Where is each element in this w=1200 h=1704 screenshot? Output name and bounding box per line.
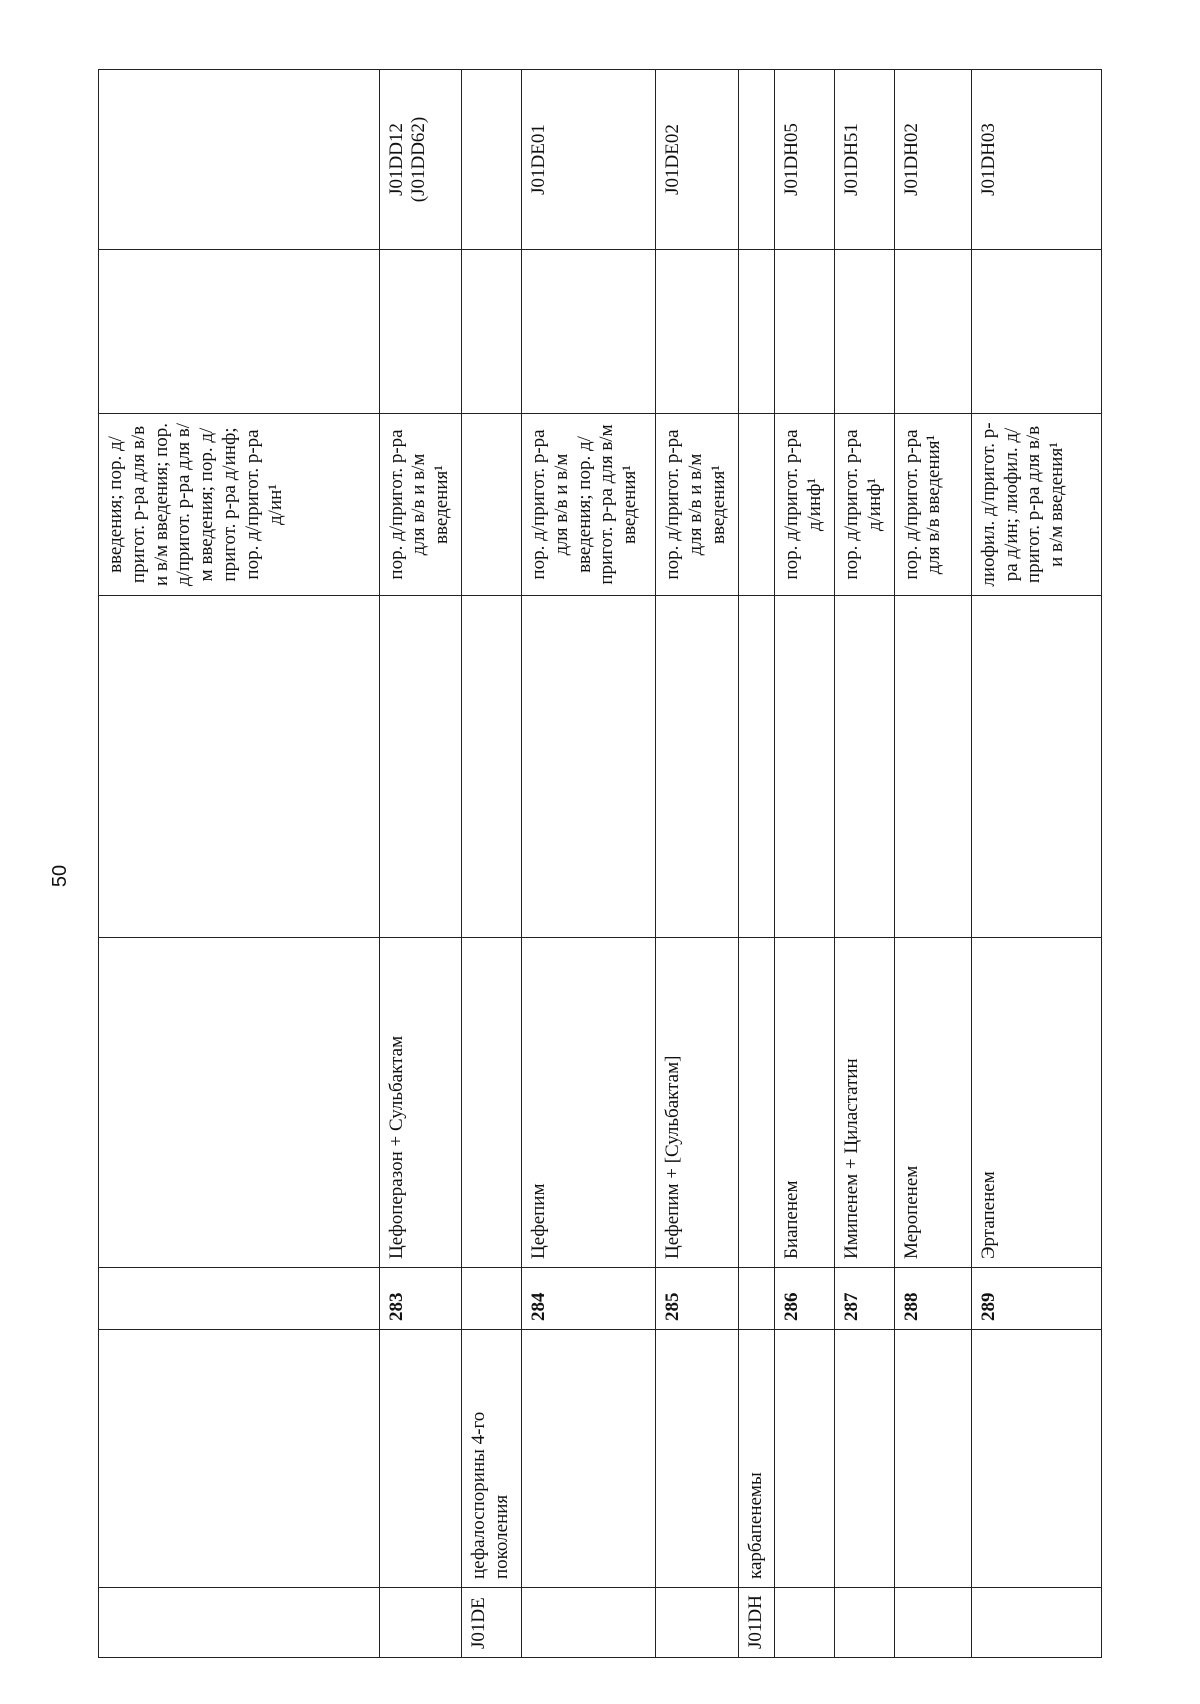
group-name-cell — [656, 1330, 739, 1588]
atc-group-code-cell — [834, 1588, 894, 1658]
dosage-form-cell: пор. д/пригот. р-ра для в/в и в/м введения¹ — [656, 414, 739, 596]
page-number: 50 — [48, 864, 71, 888]
empty-cell — [462, 596, 522, 938]
group-name-cell — [379, 1330, 462, 1588]
drug-name-cell — [99, 938, 380, 1268]
item-number-cell: 288 — [894, 1268, 971, 1330]
atc-code-cell — [738, 70, 774, 250]
dosage-form-cell: пор. д/пригот. р-ра д/инф¹ — [834, 414, 894, 596]
blank-cell — [738, 250, 774, 414]
group-name-cell — [971, 1330, 1101, 1588]
item-number-cell — [738, 1268, 774, 1330]
atc-group-code-cell: J01DH — [738, 1588, 774, 1658]
group-name-cell: цефалоспорины 4-го поколения — [462, 1330, 522, 1588]
atc-group-code-cell: J01DE — [462, 1588, 522, 1658]
item-number-cell: 287 — [834, 1268, 894, 1330]
group-name-cell — [775, 1330, 835, 1588]
blank-cell — [379, 250, 462, 414]
empty-cell — [894, 596, 971, 938]
group-name-cell — [894, 1330, 971, 1588]
dosage-form-cell — [462, 414, 522, 596]
table-row — [99, 70, 380, 1658]
atc-code-cell: J01DH02 — [894, 70, 971, 250]
empty-cell — [521, 596, 655, 938]
drug-name-cell: Эртапенем — [971, 938, 1101, 1268]
empty-cell — [99, 596, 380, 938]
dosage-form-cell: пор. д/пригот. р-ра для в/в и в/м введения¹ — [379, 414, 462, 596]
drug-name-cell: Цефепим — [521, 938, 655, 1268]
blank-cell — [462, 250, 522, 414]
table-row — [775, 70, 835, 1658]
atc-group-code-cell — [971, 1588, 1101, 1658]
empty-cell — [834, 596, 894, 938]
table-row — [971, 70, 1101, 1658]
atc-code-cell: J01DH05 — [775, 70, 835, 250]
group-name-cell — [834, 1330, 894, 1588]
atc-code-cell — [99, 70, 380, 250]
table-row — [521, 70, 655, 1658]
empty-cell — [379, 596, 462, 938]
item-number-cell — [462, 1268, 522, 1330]
empty-cell — [656, 596, 739, 938]
atc-code-cell: J01DD12 (J01DD62) — [379, 70, 462, 250]
atc-code-cell — [462, 70, 522, 250]
drug-name-cell — [738, 938, 774, 1268]
empty-cell — [971, 596, 1101, 938]
atc-code-cell: J01DH03 — [971, 70, 1101, 250]
atc-code-cell: J01DE02 — [656, 70, 739, 250]
group-name-cell — [99, 1330, 380, 1588]
table-row — [834, 70, 894, 1658]
drug-table-wrapper — [98, 70, 1102, 1658]
dosage-form-cell: пор. д/пригот. р-ра для в/в введения¹ — [894, 414, 971, 596]
table-row — [894, 70, 971, 1658]
blank-cell — [656, 250, 739, 414]
item-number-cell: 283 — [379, 1268, 462, 1330]
item-number-cell: 289 — [971, 1268, 1101, 1330]
dosage-form-cell: введения; пор. д/пригот. р-ра для в/в и в/м введения; пор. д/пригот. р-ра для в/м введения; пор. д/пригот. р-ра д/инф; пор. д/пригот. р-ра д/ин¹ — [99, 414, 380, 596]
drug-table — [98, 69, 1102, 1658]
blank-cell — [834, 250, 894, 414]
blank-cell — [894, 250, 971, 414]
drug-name-cell: Биапенем — [775, 938, 835, 1268]
drug-name-cell: Имипенем + Циластатин — [834, 938, 894, 1268]
atc-group-code-cell — [775, 1588, 835, 1658]
table-row — [656, 70, 739, 1658]
drug-name-cell — [462, 938, 522, 1268]
item-number-cell: 286 — [775, 1268, 835, 1330]
dosage-form-cell: лиофил. д/пригот. р-ра д/ин; лиофил. д/пригот. р-ра для в/в и в/м введения¹ — [971, 414, 1101, 596]
atc-group-code-cell — [656, 1588, 739, 1658]
table-row — [738, 70, 774, 1658]
dosage-form-cell: пор. д/пригот. р-ра д/инф¹ — [775, 414, 835, 596]
blank-cell — [775, 250, 835, 414]
item-number-cell: 284 — [521, 1268, 655, 1330]
empty-cell — [738, 596, 774, 938]
atc-group-code-cell — [521, 1588, 655, 1658]
table-row — [379, 70, 462, 1658]
blank-cell — [521, 250, 655, 414]
dosage-form-cell — [738, 414, 774, 596]
blank-cell — [971, 250, 1101, 414]
group-name-cell — [521, 1330, 655, 1588]
atc-group-code-cell — [379, 1588, 462, 1658]
group-name-cell: карбапенемы — [738, 1330, 774, 1588]
atc-code-cell: J01DH51 — [834, 70, 894, 250]
drug-name-cell: Цефоперазон + Сульбактам — [379, 938, 462, 1268]
drug-name-cell: Цефепим + [Сульбактам] — [656, 938, 739, 1268]
item-number-cell: 285 — [656, 1268, 739, 1330]
blank-cell — [99, 250, 380, 414]
item-number-cell — [99, 1268, 380, 1330]
atc-group-code-cell — [99, 1588, 380, 1658]
drug-name-cell: Меропенем — [894, 938, 971, 1268]
dosage-form-cell: пор. д/пригот. р-ра для в/в и в/м введения; пор. д/пригот. р-ра для в/м введения¹ — [521, 414, 655, 596]
empty-cell — [775, 596, 835, 938]
atc-group-code-cell — [894, 1588, 971, 1658]
atc-code-cell: J01DE01 — [521, 70, 655, 250]
table-row — [462, 70, 522, 1658]
